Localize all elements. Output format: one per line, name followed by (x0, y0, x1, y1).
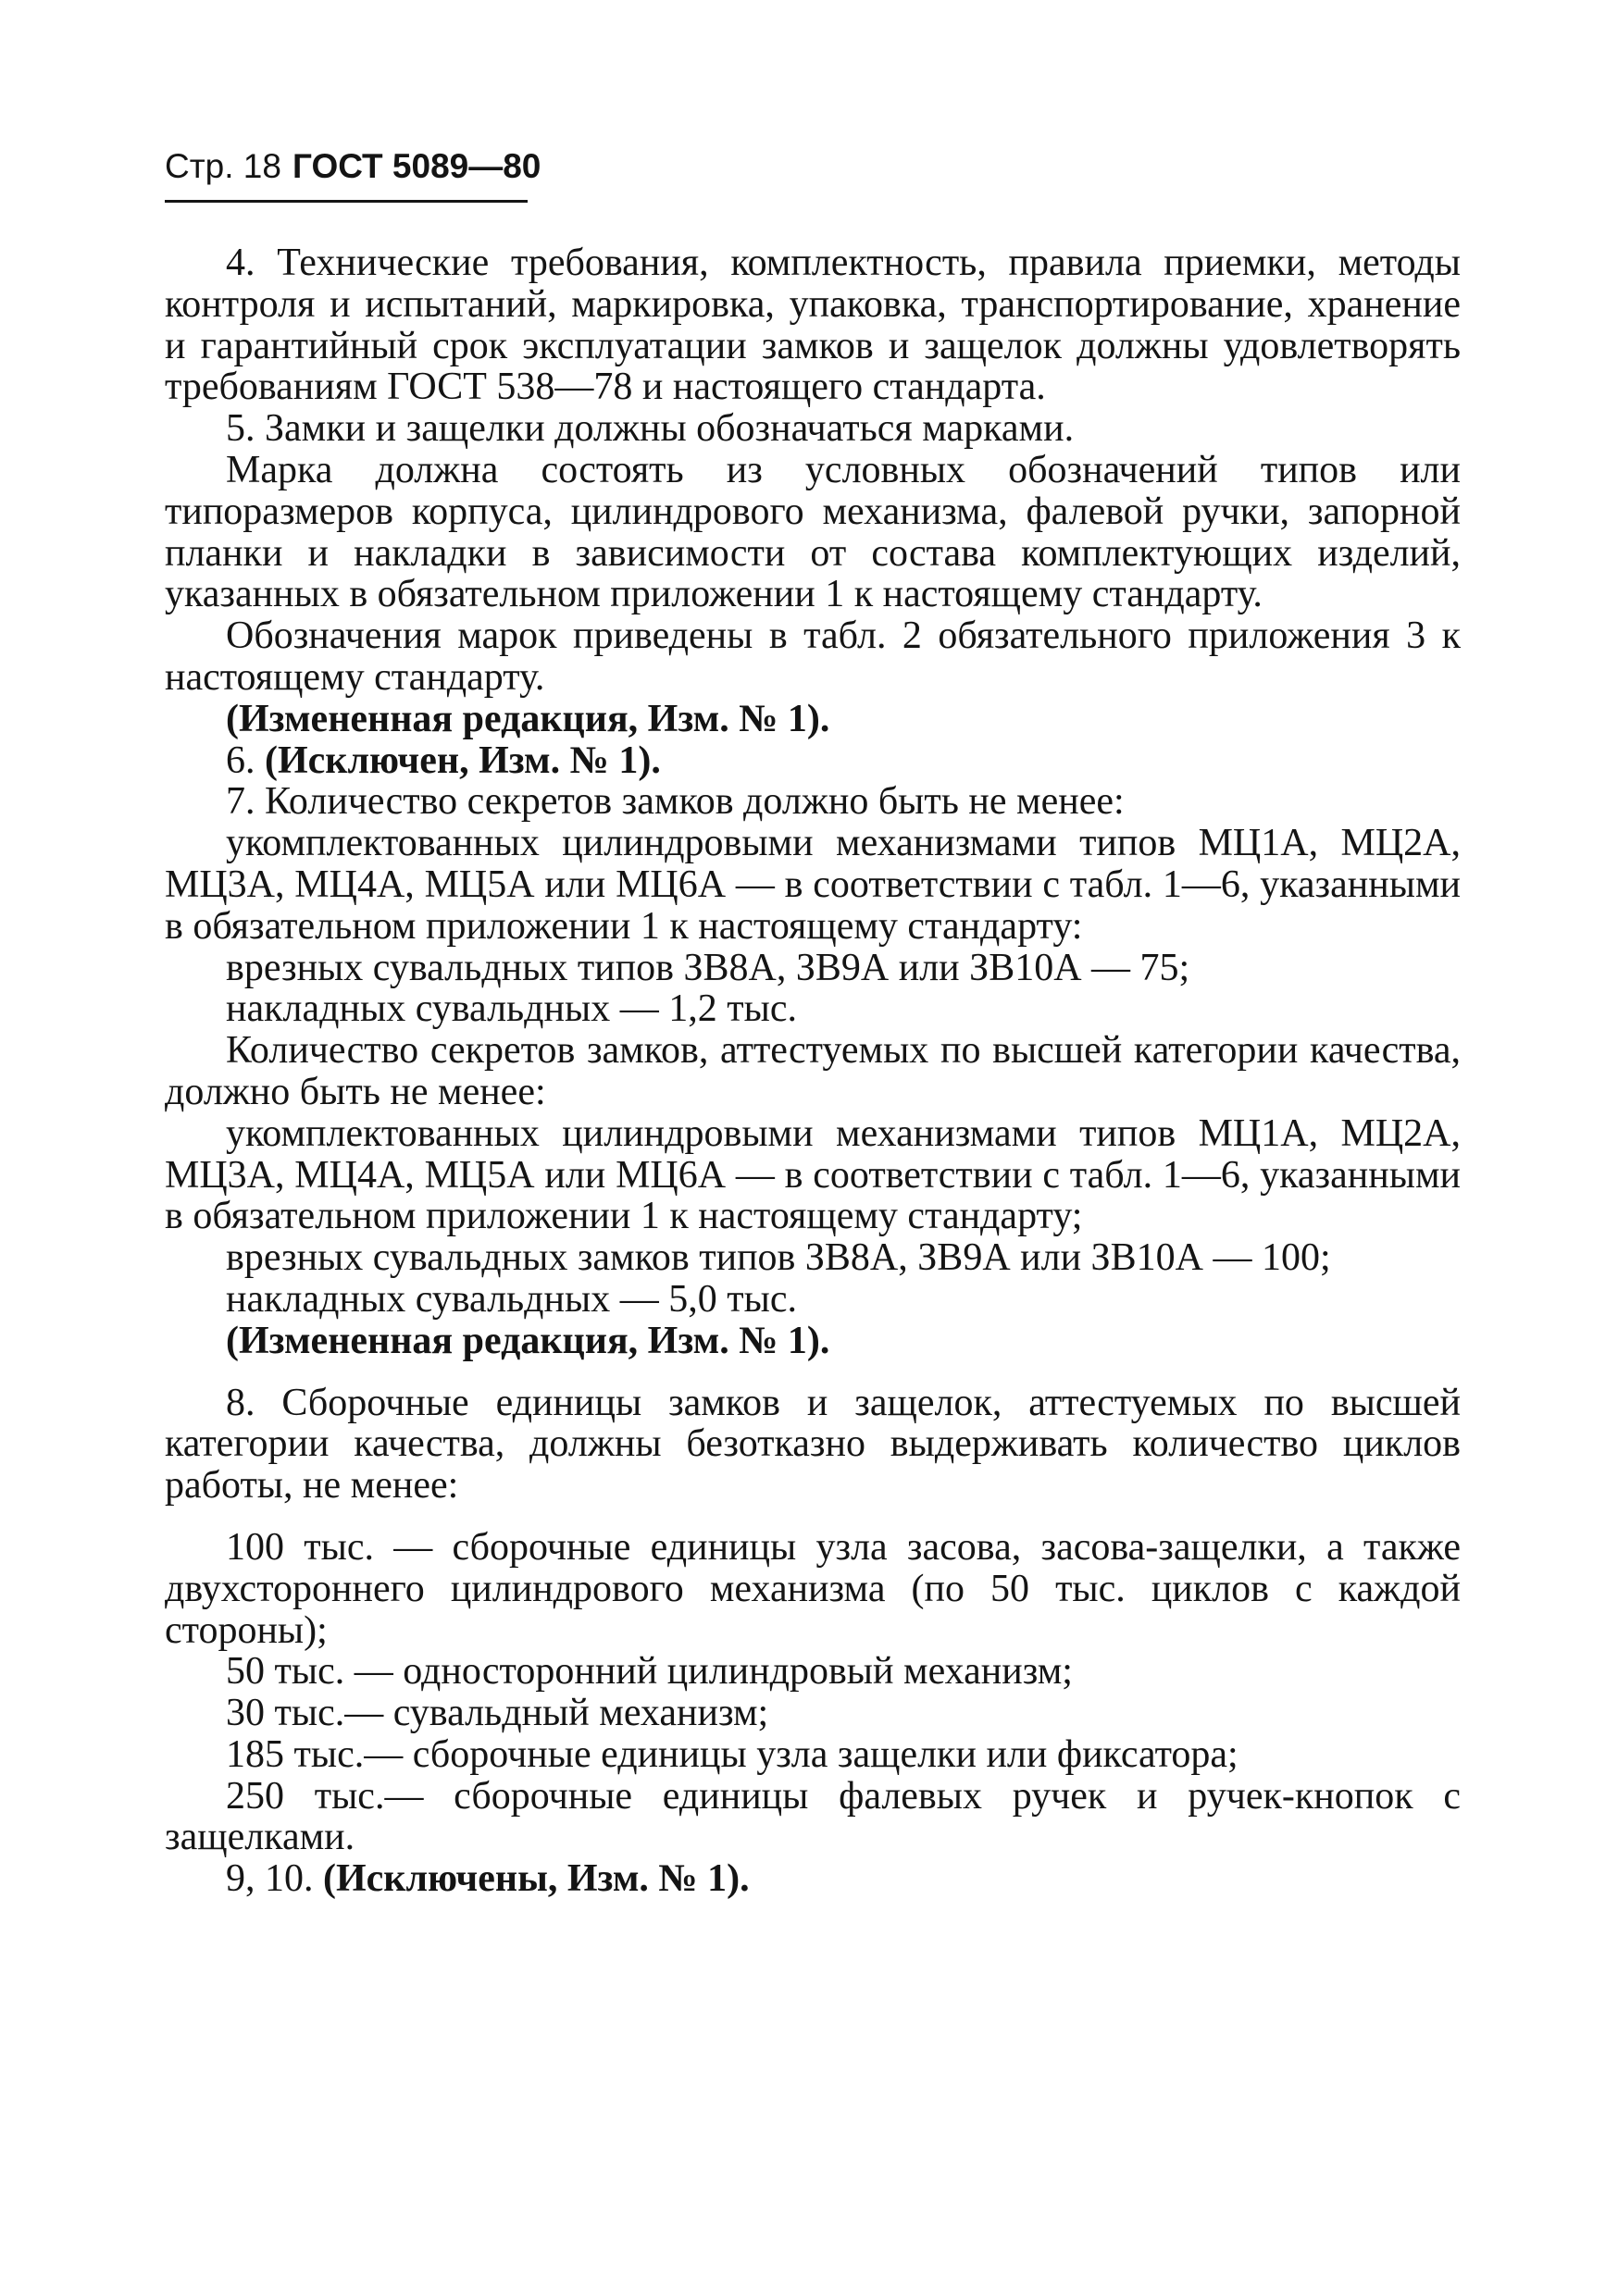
amendment-note: (Измененная редакция, Изм. № 1). (226, 697, 830, 740)
paragraph-mark-composition: Марка должна состоять из условных обозначений типов или типоразмеров корпуса, цилиндрового механизма, фалевой ручки, запорной планки и накладки в зависимости от состава комплектующих изделий, указанных в обязательном приложении 1 к настоящему стандарту. (165, 448, 1461, 616)
paragraph-9-10-excluded: (Исключены, Изм. № 1). (323, 1857, 750, 1901)
paragraph-4: 4. Технические требования, комплектность, правила приемки, методы контроля и испытаний, маркировка, упаковка, транспортирование, хранение и гарантийный срок эксплуатации замков и защелок должны удовлетворять требованиям ГОСТ 538—78 и настоящего стандарта. (165, 242, 1461, 409)
amendment-note: (Измененная редакция, Изм. № 1). (226, 1319, 830, 1362)
paragraph-mark-designations: Обозначения марок приведены в табл. 2 обязательного приложения 3 к настоящему стандарту. (165, 614, 1461, 699)
list-item-mortise-locks: врезных сувальдных типов ЗВ8А, ЗВ9А или ЗВ10А — 75; (226, 946, 1190, 989)
list-item-rim-locks: накладных сувальдных — 1,2 тыс. (226, 987, 797, 1031)
list-item-cylinder-locks: укомплектованных цилиндровыми механизмами типов МЦ1А, МЦ2А, МЦ3А, МЦ4А, МЦ5А или МЦ6А — в соответствии с табл. 1—6, указанными в обязательном приложении 1 к настоящему стандарту: (165, 822, 1461, 948)
paragraph-6-excluded: (Исключен, Изм. № 1). (265, 738, 661, 782)
paragraph-7: 7. Количество секретов замков должно быть не менее: (226, 780, 1125, 824)
paragraph-6-number: 6. (226, 738, 255, 782)
paragraph-9-10 (165, 1858, 1461, 1900)
list-item-cylinder-locks-hc: укомплектованных цилиндровыми механизмами типов МЦ1А, МЦ2А, МЦ3А, МЦ4А, МЦ5А или МЦ6А — в соответствии с табл. 1—6, указанными в обязательном приложении 1 к настоящему стандарту; (165, 1111, 1461, 1238)
list-item-100k: 100 тыс. — сборочные единицы узла засова, засова-защелки, а также двухстороннего цилиндрового механизма (по 50 тыс. циклов с каждой стороны); (165, 1525, 1461, 1652)
list-item-30k: 30 тыс.— сувальдный механизм; (226, 1692, 769, 1735)
document-body (165, 242, 1461, 1900)
paragraph-9-10-number: 9, 10. (226, 1857, 314, 1901)
list-item-250k: 250 тыс.— сборочные единицы фалевых ручек и ручек-кнопок с защелками. (165, 1774, 1461, 1859)
list-item-50k: 50 тыс. — односторонний цилиндровый механизм; (226, 1650, 1073, 1694)
page-header (165, 146, 541, 187)
document-number: ГОСТ 5089—80 (292, 147, 541, 185)
list-item-mortise-locks-hc: врезных сувальдных замков типов ЗВ8А, ЗВ9А или ЗВ10А — 100; (226, 1236, 1331, 1280)
list-item-rim-locks-hc: накладных сувальдных — 5,0 тыс. (226, 1277, 797, 1321)
paragraph-8: 8. Сборочные единицы замков и защелок, аттестуемых по высшей категории качества, должны безотказно выдерживать количество циклов работы, не менее: (165, 1381, 1461, 1508)
header-underline (165, 200, 528, 203)
paragraph-6 (165, 740, 1461, 782)
paragraph-highest-category: Количество секретов замков, аттестуемых по высшей категории качества, должно быть не менее: (165, 1029, 1461, 1113)
paragraph-5: 5. Замки и защелки должны обозначаться марками. (226, 407, 1075, 451)
list-item-185k: 185 тыс.— сборочные единицы узла защелки или фиксатора; (226, 1732, 1238, 1776)
page-label: Стр. 18 (165, 147, 281, 185)
